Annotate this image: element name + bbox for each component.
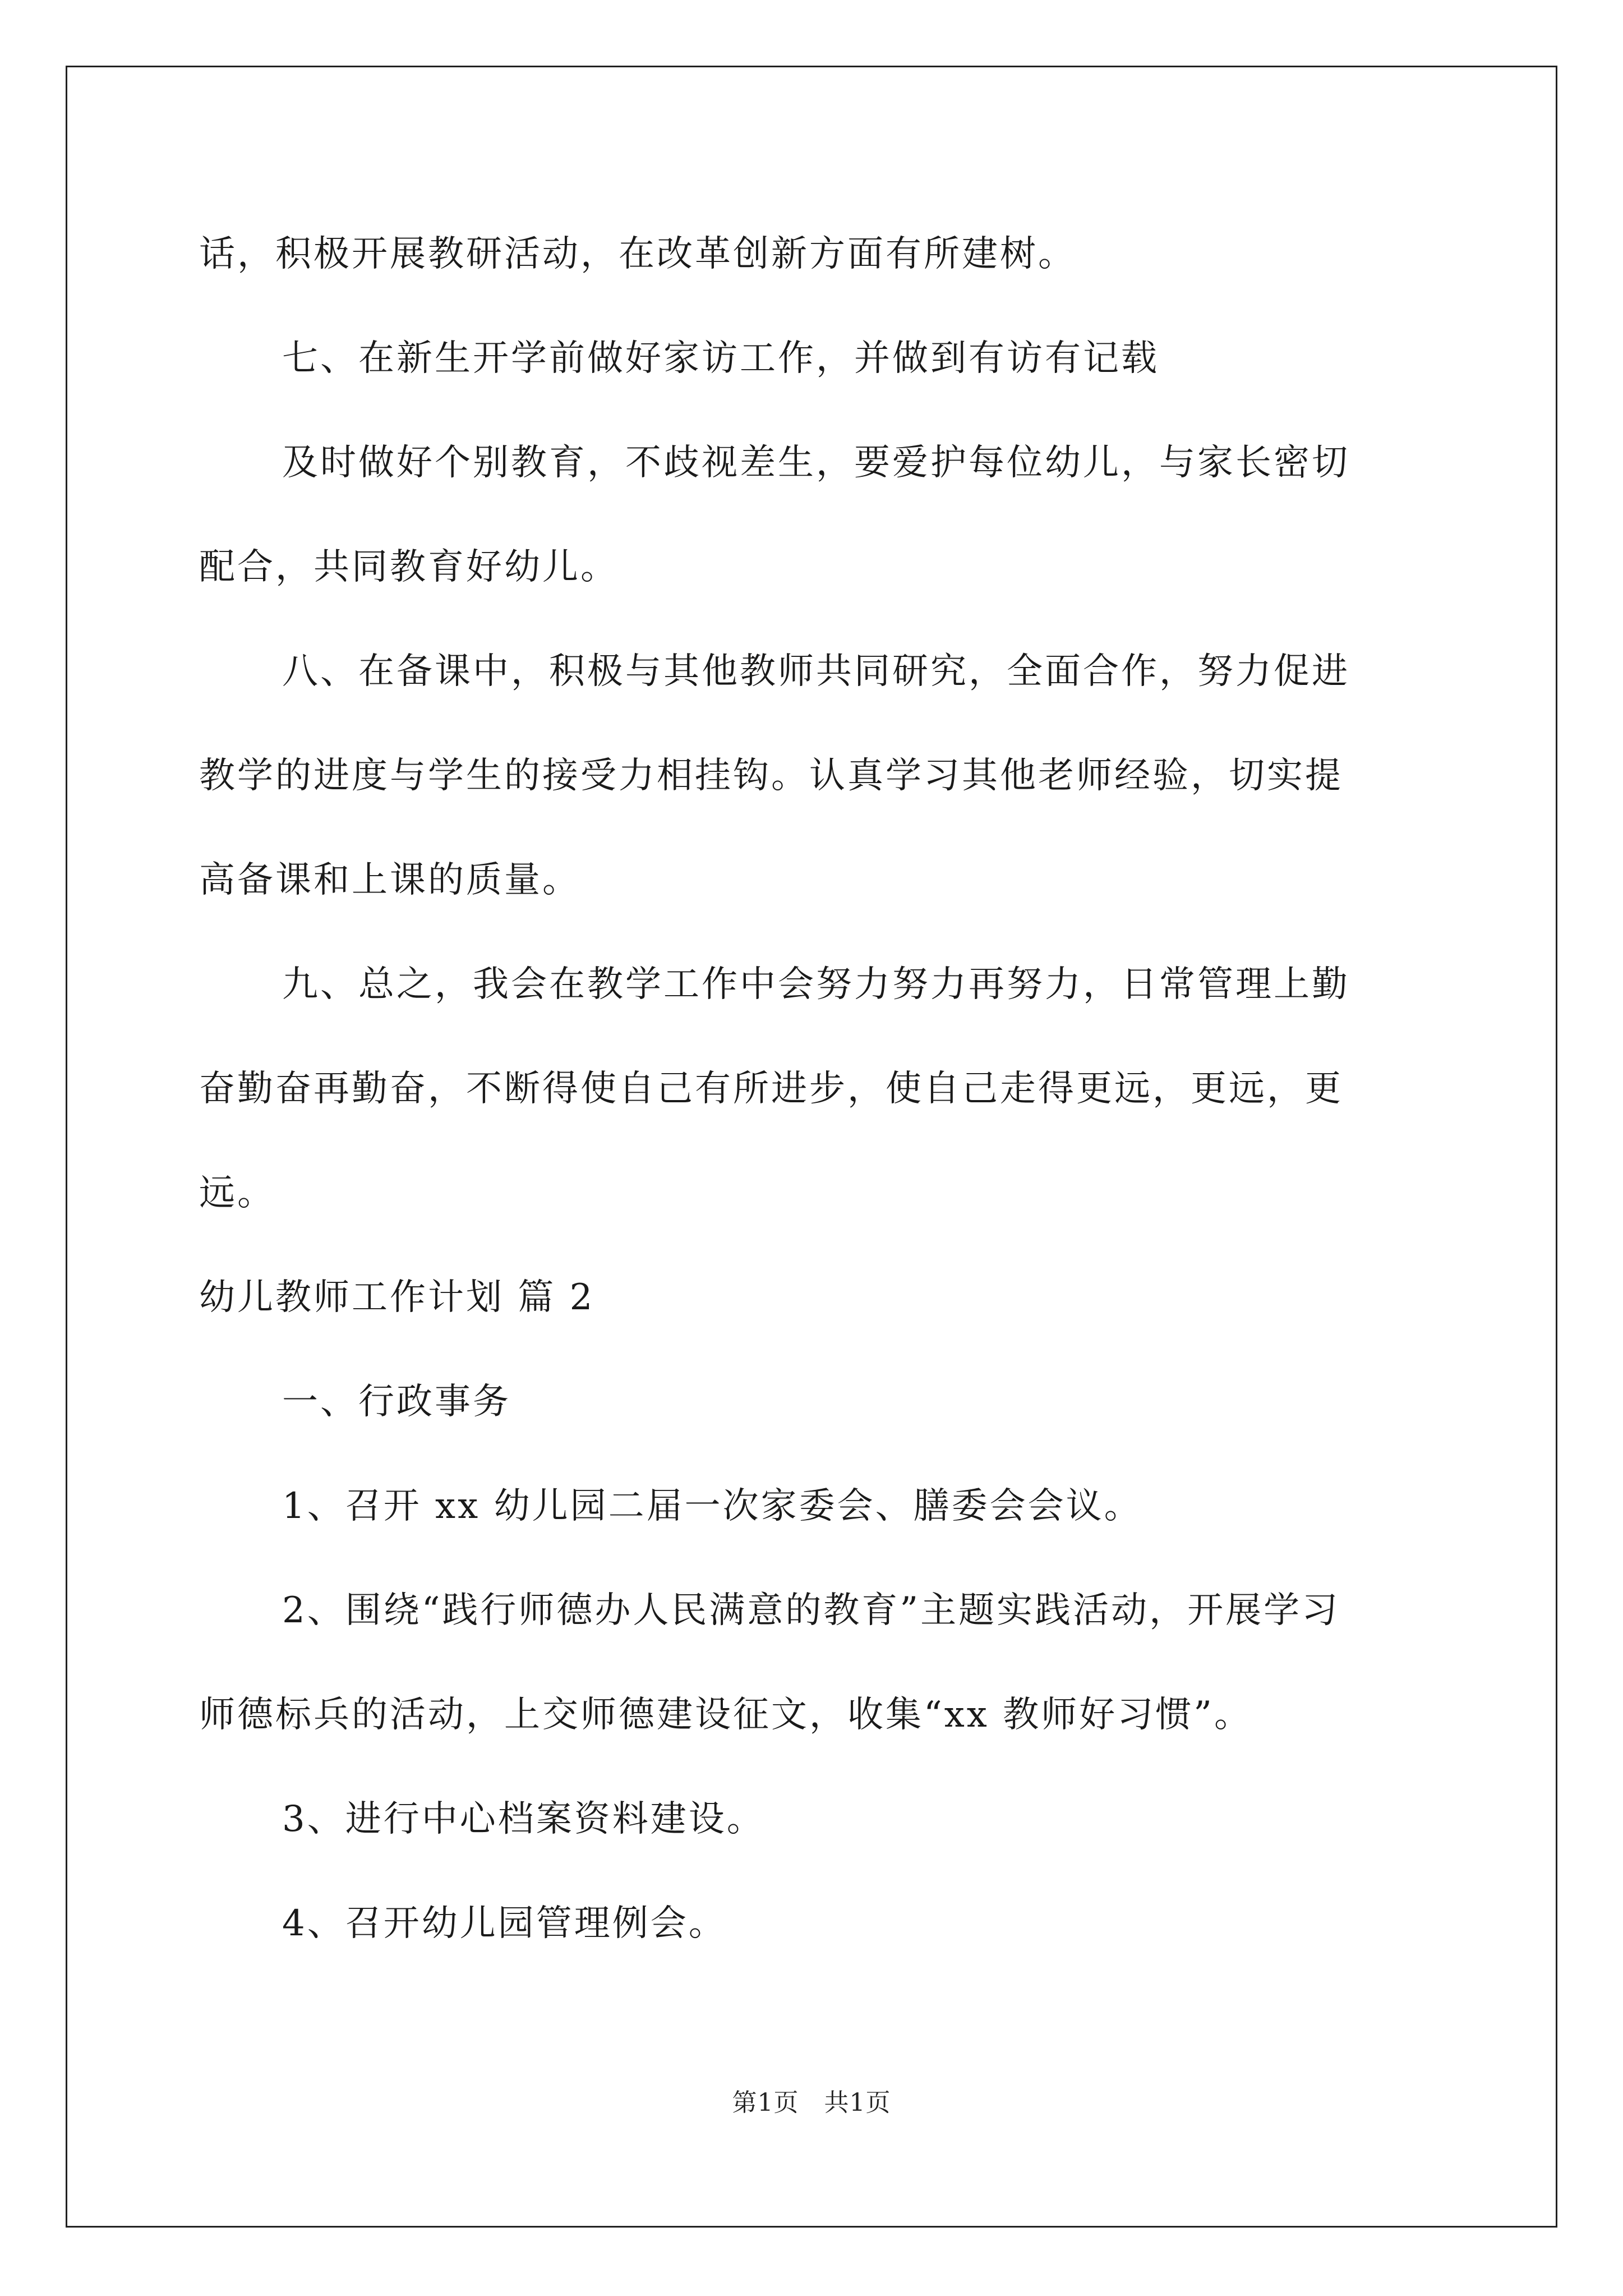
text-line: 九、总之，我会在教学工作中会努力努力再努力，日常管理上勤 (282, 964, 1350, 1005)
text-line: 师德标兵的活动，上交师德建设征文，收集“xx 教师好习惯”。 (199, 1694, 1252, 1736)
text-line: 一、行政事务 (282, 1381, 511, 1423)
text-line: 奋勤奋再勤奋，不断得使自己有所进步，使自己走得更远，更远，更 (199, 1068, 1343, 1110)
text-line: 远。 (199, 1172, 275, 1214)
text-line: 及时做好个别教育，不歧视差生，要爱护每位幼儿，与家长密切 (282, 442, 1350, 484)
document-body (199, 202, 1433, 1976)
text-line: 4、召开幼儿园管理例会。 (282, 1903, 727, 1944)
text-line: 1、召开 xx 幼儿园二届一次家委会、膳委会会议。 (282, 1485, 1142, 1527)
text-line: 配合，共同教育好幼儿。 (199, 546, 619, 588)
text-line: 3、进行中心档案资料建设。 (282, 1798, 765, 1840)
page-number-footer: 第1页 共1页 (732, 2088, 891, 2117)
text-line: 教学的进度与学生的接受力相挂钩。认真学习其他老师经验，切实提 (199, 755, 1343, 797)
section-heading: 幼儿教师工作计划 篇 2 (199, 1277, 595, 1318)
text-line: 高备课和上课的质量。 (199, 859, 580, 901)
text-line: 2、围绕“践行师德办人民满意的教育”主题实践活动，开展学习 (282, 1590, 1340, 1631)
text-line: 话，积极开展教研活动，在改革创新方面有所建树。 (199, 233, 1076, 275)
text-line: 八、在备课中，积极与其他教师共同研究，全面合作，努力促进 (282, 651, 1350, 692)
text-line: 七、在新生开学前做好家访工作，并做到有访有记载 (282, 338, 1159, 379)
